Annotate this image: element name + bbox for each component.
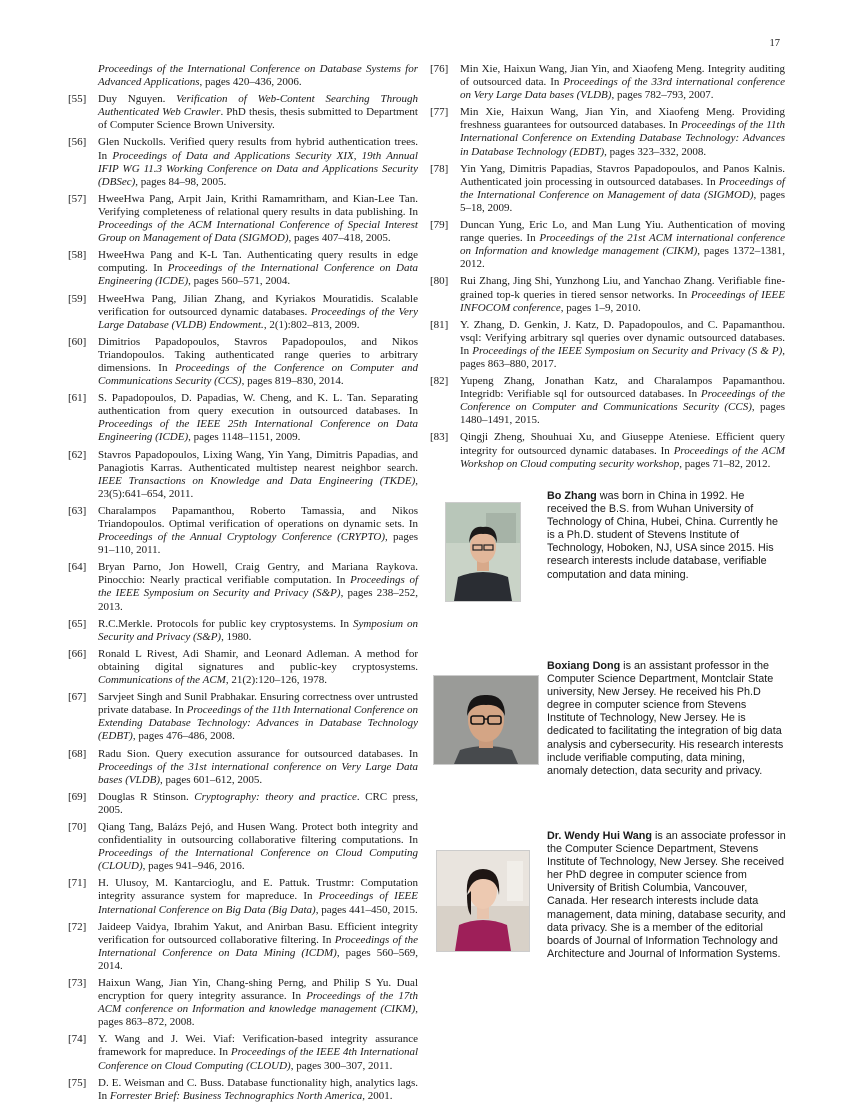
reference-number: [69] xyxy=(68,790,87,803)
reference-authors-title: Qiang Tang, Balázs Pejó, and Husen Wang. Protect both integrity and confidentiality in outsourcing collaborative filtering computations. In xyxy=(98,820,418,847)
reference-entry xyxy=(68,193,418,245)
reference-number: [65] xyxy=(68,617,87,630)
reference-pages: , pages 71–82, 2012. xyxy=(679,457,771,470)
reference-authors-title: Dimitrios Papadopoulos, Stavros Papadopoulos, and Nikos Triandopoulos. Taking authenticated range queries to arbitrary dimensions. In xyxy=(98,335,418,374)
reference-entry xyxy=(68,748,418,787)
reference-entry xyxy=(68,249,418,288)
reference-venue: Proceedings of the International Conference on Database Systems for Advanced Applications xyxy=(98,63,418,89)
reference-number: [55] xyxy=(68,93,87,106)
reference-number: [71] xyxy=(68,877,87,890)
reference-authors-title: Douglas R Stinson. xyxy=(98,790,195,803)
reference-authors-title: Qingji Zheng, Shouhuai Xu, and Giuseppe Ateniese. Efficient query integrity for outsourced dynamic databases. In xyxy=(460,431,785,457)
bio-text xyxy=(547,660,787,778)
reference-authors-title: HweeHwa Pang, Jilian Zhang, and Kyriakos Mouratidis. Scalable verification for outsourced dynamic databases. xyxy=(98,292,418,318)
reference-authors-title: HweeHwa Pang and K-L Tan. Authenticating query results in edge computing. In xyxy=(98,249,418,275)
reference-number: [81] xyxy=(430,318,449,331)
reference-number: [72] xyxy=(68,920,87,933)
reference-number: [70] xyxy=(68,820,87,833)
reference-pages: , pages 238–252, 2013. xyxy=(98,587,418,613)
reference-entry xyxy=(68,93,418,132)
reference-venue: Proceedings of the 17th ACM conference on Information and knowledge management (CIKM) xyxy=(98,990,418,1016)
reference-pages: , pages 819–830, 2014. xyxy=(241,375,344,388)
reference-number: [61] xyxy=(68,392,87,405)
reference-venue: Proceedings of the ACM Workshop on Cloud computing security workshop xyxy=(460,444,785,470)
reference-entry xyxy=(68,1033,418,1072)
reference-number: [66] xyxy=(68,647,87,660)
bio-body: was born in China in 1992. He received the B.S. from Wuhan University of Technology of China, Hubei, China. Currently he is a Ph.D. student of Stevens Institute of Technology, Hoboken, NJ, USA since 2015. His research interests include database, verifiable computation and data mining. xyxy=(547,490,779,581)
bio-text xyxy=(547,490,787,582)
reference-number: [77] xyxy=(430,106,449,119)
reference-authors-title: Rui Zhang, Jing Shi, Yunzhong Liu, and Yanchao Zhang. Verifiable fine-grained top-k queries in tiered sensor networks. In xyxy=(460,275,785,301)
author-photo xyxy=(433,675,539,765)
reference-number: [74] xyxy=(68,1033,87,1046)
reference-pages: , pages 601–612, 2005. xyxy=(160,773,263,786)
reference-entry xyxy=(68,691,418,743)
reference-pages: , pages 84–98, 2005. xyxy=(135,175,227,188)
reference-venue: Proceedings of the 11th International Conference on Extending Database Technology: Advances in Database Technology (EDBT) xyxy=(98,704,419,743)
reference-pages: , pages 941–946, 2016. xyxy=(142,860,245,873)
reference-number: [58] xyxy=(68,249,87,262)
reference-number: [76] xyxy=(430,63,449,75)
reference-authors-title: Ronald L Rivest, Adi Shamir, and Leonard Adleman. A method for obtaining digital signatures and public-key cryptosystems. xyxy=(98,647,418,673)
reference-venue: Proceedings of the Conference on Computer and Communications Security (CCS) xyxy=(460,388,785,414)
reference-entry xyxy=(68,877,418,916)
references-left-column xyxy=(68,63,418,1107)
reference-venue: Forrester Brief: Business Technographics North America xyxy=(109,1089,363,1102)
reference-venue: Cryptography: theory and practice xyxy=(194,790,357,803)
reference-venue: Proceedings of the International Conference on Data Engineering (ICDE) xyxy=(98,262,418,288)
reference-entry xyxy=(68,293,418,332)
reference-venue: Verification of Web-Content Searching Through Authenticated Web Crawler xyxy=(98,93,418,119)
reference-pages: , pages 560–571, 2004. xyxy=(188,275,291,288)
reference-number: [62] xyxy=(68,448,87,461)
reference-entry xyxy=(430,163,785,215)
reference-authors-title: Stavros Papadopoulos, Lixing Wang, Yin Yang, Dimitris Papadias, and Panagiotis Karras. Authenticated multistep nearest neighbor search. xyxy=(98,448,418,474)
reference-venue: IEEE Transactions on Knowledge and Data Engineering (TKDE) xyxy=(98,474,416,487)
reference-entry xyxy=(68,63,418,89)
reference-entry xyxy=(68,136,418,188)
reference-entry xyxy=(68,392,418,444)
reference-authors-title: Haixun Wang, Jian Yin, Chang-shing Perng, and Philip S Yu. Dual encryption for query integrity assurance. In xyxy=(98,977,418,1003)
reference-pages: , pages 91–110, 2011. xyxy=(98,531,418,557)
reference-venue: Proceedings of the IEEE 4th International Conference on Cloud Computing (CLOUD) xyxy=(98,1046,419,1072)
reference-venue: Proceedings of the International Conference on Data Mining (ICDM) xyxy=(98,933,418,959)
reference-entry xyxy=(68,648,418,687)
reference-entry xyxy=(430,319,785,371)
reference-pages: , pages 1148–1151, 2009. xyxy=(188,431,301,444)
reference-entry xyxy=(68,1077,418,1103)
reference-authors-title: D. E. Weisman and C. Buss. Database functionality high, analytics lags. In xyxy=(98,1076,418,1102)
reference-venue: Proceedings of IEEE International Conference on Big Data (Big Data) xyxy=(98,890,418,916)
bio-name: Dr. Wendy Hui Wang xyxy=(547,830,652,842)
reference-pages: , 23(5):641–654, 2011. xyxy=(98,474,418,500)
reference-number: [75] xyxy=(68,1076,87,1089)
reference-number: [59] xyxy=(68,292,87,305)
reference-pages: , pages 441–450, 2015. xyxy=(315,903,418,916)
references-right-column xyxy=(430,63,785,475)
reference-pages: , pages 1372–1381, 2012. xyxy=(460,245,786,271)
reference-authors-title: Radu Sion. Query execution assurance for outsourced databases. In xyxy=(98,747,418,760)
reference-pages: , pages 1480–1491, 2015. xyxy=(460,401,785,427)
reference-venue: Proceedings of the International Conference on Management of data (SIGMOD) xyxy=(460,175,785,201)
reference-venue: Proceedings of IEEE INFOCOM conference xyxy=(460,288,785,314)
reference-venue: Proceedings of the IEEE Symposium on Security and Privacy (S & P) xyxy=(472,344,783,357)
reference-authors-title: Bryan Parno, Jon Howell, Craig Gentry, and Mariana Raykova. Pinocchio: Nearly practical verifiable computation. In xyxy=(98,561,418,587)
reference-pages: , pages 5–18, 2009. xyxy=(460,188,786,214)
reference-entry xyxy=(430,275,785,314)
reference-venue: Communications of the ACM xyxy=(98,674,226,687)
author-bio-bo-zhang xyxy=(437,490,792,610)
reference-authors-title: Min Xie, Haixun Wang, Jian Yin, and Xiaofeng Meng. Integrity auditing of outsourced data. In xyxy=(460,63,785,89)
reference-entry xyxy=(68,561,418,613)
reference-pages: , 21(2):120–126, 1978. xyxy=(225,674,327,687)
author-photo xyxy=(445,502,521,602)
reference-authors-title: HweeHwa Pang, Arpit Jain, Krithi Ramamritham, and Kian-Lee Tan. Verifying completeness of relational query results in data publishing. In xyxy=(98,192,418,218)
reference-venue: Proceedings of the IEEE 25th International Conference on Data Engineering (ICDE) xyxy=(98,418,418,444)
reference-pages: , pages 782–793, 2007. xyxy=(611,89,714,102)
reference-pages: , pages 863–872, 2008. xyxy=(98,1003,418,1029)
reference-venue: Proceedings of the 11th International Conference on Extending Database Technology: Advances in Database Technology (EDBT) xyxy=(460,119,785,158)
reference-authors-title: Y. Wang and J. Wei. Viaf: Verification-based integrity assurance framework for mapreduce. In xyxy=(98,1033,418,1059)
reference-venue: Proceedings of the Conference on Computer and Communications Security (CCS) xyxy=(98,361,418,388)
bio-name: Boxiang Dong xyxy=(547,660,621,672)
reference-pages: , pages 407–418, 2005. xyxy=(288,232,391,245)
reference-venue: Proceedings of the Annual Cryptology Conference (CRYPTO) xyxy=(98,531,385,544)
reference-venue: Symposium on Security and Privacy (S&P) xyxy=(98,617,418,643)
reference-number: [67] xyxy=(68,691,87,704)
reference-pages: , pages 323–332, 2008. xyxy=(604,145,707,158)
reference-pages: , 2001. xyxy=(362,1089,393,1102)
page-number: 17 xyxy=(769,38,780,49)
photo-bo-zhang xyxy=(446,503,520,601)
reference-number: [83] xyxy=(430,431,449,444)
reference-pages: , pages 1–9, 2010. xyxy=(560,301,641,314)
reference-authors-title: Duncan Yung, Eric Lo, and Man Lung Yiu. Authentication of moving range queries. In xyxy=(460,219,785,245)
reference-pages: , pages 476–486, 2008. xyxy=(132,730,235,743)
reference-entry xyxy=(68,821,418,873)
reference-number: [78] xyxy=(430,162,449,175)
reference-entry xyxy=(430,63,785,102)
reference-venue: Proceedings of the IEEE Symposium on Security and Privacy (S&P) xyxy=(98,574,418,600)
bio-body: is an associate professor in the Computer Science Department, Stevens Institute of Technology, New Jersey. She received her PhD degree in computer science from University of British Columbia, Vancouver, Canada. Her research interests include data management, data mining, database security, and data privacy. She is a member of the editorial boards of Journal of Information Technology and Architecture and Journal of Information Systems. xyxy=(547,830,786,960)
reference-authors-title: R.C.Merkle. Protocols for public key cryptosystems. In xyxy=(98,617,353,630)
reference-authors-title: Y. Zhang, D. Genkin, J. Katz, D. Papadopoulos, and C. Papamanthou. vsql: Verifying arbitrary sql queries over dynamic outsourced databases. In xyxy=(460,318,785,357)
reference-entry xyxy=(430,219,785,271)
author-photo xyxy=(436,850,530,952)
reference-pages: . CRC press, 2005. xyxy=(98,790,418,816)
reference-number: [73] xyxy=(68,977,87,989)
photo-wendy-wang xyxy=(437,851,529,951)
reference-pages: , 2(1):802–813, 2009. xyxy=(263,318,360,331)
reference-entry xyxy=(68,618,418,644)
photo-boxiang-dong xyxy=(434,676,538,764)
reference-entry xyxy=(68,921,418,973)
reference-entry xyxy=(430,431,785,470)
reference-authors-title: Sarvjeet Singh and Sunil Prabhakar. Ensuring correctness over untrusted private database. In xyxy=(98,691,418,717)
reference-venue: Proceedings of the 33rd international conference on Very Large Data bases (VLDB) xyxy=(460,76,785,102)
reference-authors-title: Yupeng Zhang, Jonathan Katz, and Charalampos Papamanthou. Integridb: Verifiable sql for outsourced databases. In xyxy=(460,375,785,401)
reference-number: [56] xyxy=(68,136,87,149)
reference-authors-title: S. Papadopoulos, D. Papadias, W. Cheng, and K. L. Tan. Separating authentication from query execution in outsourced databases. In xyxy=(98,392,418,418)
reference-number: [82] xyxy=(430,375,449,388)
reference-authors-title: Glen Nuckolls. Verified query results from hybrid authentication trees. In xyxy=(98,136,418,162)
reference-authors-title: Min Xie, Haixun Wang, Jian Yin, and Xiaofeng Meng. Providing freshness guarantees for outsourced databases. In xyxy=(460,106,785,132)
author-bio-boxiang-dong xyxy=(437,660,792,780)
reference-number: [60] xyxy=(68,335,87,348)
reference-entry xyxy=(430,375,785,427)
reference-venue: Proceedings of the ACM International Conference of Special Interest Group on Management of Data (SIGMOD) xyxy=(98,219,418,245)
reference-entry xyxy=(68,449,418,501)
reference-pages: , pages 863–880, 2017. xyxy=(460,344,786,370)
reference-venue: Proceedings of the Very Large Database (VLDB) Endowment. xyxy=(98,305,418,331)
reference-authors-title: H. Ulusoy, M. Kantarcioglu, and E. Pattuk. Trustmr: Computation integrity assurance system for mapreduce. In xyxy=(98,877,418,903)
reference-venue: Proceedings of Data and Applications Security XIX, 19th Annual IFIP WG 11.3 Working Conference on Data and Applications Security (DBSec) xyxy=(98,149,418,188)
reference-authors-title: Jaideep Vaidya, Ibrahim Yakut, and Anirban Basu. Efficient integrity verification for outsourced collaborative filtering. In xyxy=(98,920,418,946)
reference-entry xyxy=(68,791,418,817)
reference-number: [57] xyxy=(68,192,87,205)
reference-venue: Proceedings of the 21st ACM international conference on Information and knowledge management (CIKM) xyxy=(460,232,786,258)
reference-number: [68] xyxy=(68,747,87,760)
author-bio-wendy-wang xyxy=(437,830,792,970)
reference-entry xyxy=(68,336,418,388)
reference-pages: . PhD thesis, thesis submitted to Department of Computer Science Brown University. xyxy=(98,106,418,132)
reference-venue: Proceedings of the 31st international conference on Very Large Data bases (VLDB) xyxy=(98,760,418,786)
reference-entry xyxy=(430,106,785,158)
reference-venue: Proceedings of the International Conference on Cloud Computing (CLOUD) xyxy=(98,847,418,873)
reference-authors-title: Charalampos Papamanthou, Roberto Tamassia, and Nikos Triandopoulos. Optimal verification of operations on dynamic sets. In xyxy=(98,504,418,530)
reference-entry xyxy=(68,977,418,1029)
reference-pages: , 1980. xyxy=(221,630,252,643)
reference-number: [80] xyxy=(430,275,449,288)
reference-authors-title: Yin Yang, Dimitris Papadias, Stavros Papadopoulos, and Panos Kalnis. Authenticated join processing in outsourced databases. In xyxy=(460,162,785,188)
reference-pages: , pages 560–569, 2014. xyxy=(98,946,419,972)
reference-number: [63] xyxy=(68,504,87,517)
reference-pages: , pages 420–436, 2006. xyxy=(199,76,302,89)
bio-name: Bo Zhang xyxy=(547,490,597,502)
bio-text xyxy=(547,830,787,961)
reference-number: [79] xyxy=(430,219,449,232)
reference-number: [64] xyxy=(68,561,87,574)
bio-body: is an assistant professor in the Computer Science Department, Montclair State university, New Jersey. He received his Ph.D degree in computer science from Stevens Institute of Technology, New Jersey. He is dedicated to facilitating the integration of big data analysis and cybersecurity. His research interests include verifiable computing, data mining, anomaly detection, data security and privacy. xyxy=(547,660,784,777)
reference-pages: , pages 300–307, 2011. xyxy=(290,1059,393,1072)
reference-entry xyxy=(68,505,418,557)
reference-authors-title: Duy Nguyen. xyxy=(98,93,177,106)
